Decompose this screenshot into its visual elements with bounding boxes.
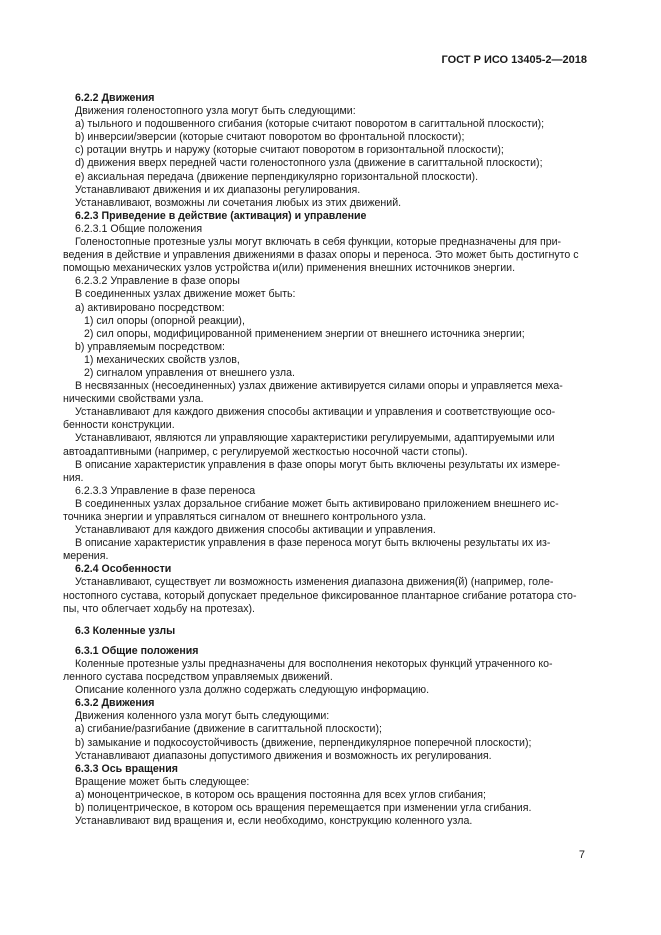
text-line: Вращение может быть следующее: <box>75 775 250 788</box>
text-line: а) тыльного и подошвенного сгибания (которые считают поворотом в сагиттальной плоскости); <box>75 118 545 131</box>
document-body <box>63 92 585 828</box>
text-line: 1) механических свойств узлов, <box>84 353 240 366</box>
text-line: В описание характеристик управления в фазе переноса могут быть включены результаты их из- <box>75 537 551 550</box>
text-line: b) полицентрическое, в котором ось вращения перемещается при изменении угла сгибания. <box>75 801 532 814</box>
text-line: Описание коленного узла должно содержать следующую информацию. <box>75 684 430 697</box>
text-line: В несвязанных (несоединенных) узлах движение активируется силами опоры и управляется меха- <box>75 380 563 393</box>
text-line: Коленные протезные узлы предназначены для восполнения некоторых функций утраченного ко- <box>75 657 553 670</box>
section-heading: 6.2.4 Особенности <box>75 563 172 576</box>
text-line: c) ротации внутрь и наружу (которые считают поворотом в горизонтальной плоскости); <box>75 144 504 157</box>
text-line: b) инверсии/эверсии (которые считают поворотом во фронтальной плоскости); <box>75 131 465 144</box>
text-line: пы, что облегчает ходьбу на протезах). <box>63 602 255 615</box>
text-line: ническими свойствами узла. <box>63 393 204 406</box>
text-line: ведения в действие и управления движениями в фазах опоры и переноса. Это может быть достигнуто с <box>63 249 579 262</box>
text-line: 1) сил опоры (опорной реакции), <box>84 314 245 327</box>
text-line: Устанавливают, существует ли возможность изменения диапазона движения(й) (например, голе- <box>75 576 554 589</box>
text-line: а) моноцентрическое, в котором ось вращения постоянна для всех углов сгибания; <box>75 788 486 801</box>
text-line: 6.2.3.2 Управление в фазе опоры <box>75 275 240 288</box>
text-line: e) аксиальная передача (движение перпендикулярно горизонтальной плоскости). <box>75 170 479 183</box>
text-line: ния. <box>63 471 84 484</box>
standard-designation: ГОСТ Р ИСО 13405-2—2018 <box>441 54 587 66</box>
text-line: Голеностопные протезные узлы могут включать в себя функции, которые предназначены для при- <box>75 236 562 249</box>
text-line: Устанавливают движения и их диапазоны регулирования. <box>75 183 361 196</box>
text-line: а) активировано посредством: <box>75 301 225 314</box>
text-line: Движения голеностопного узла могут быть следующими: <box>75 105 356 118</box>
text-line: ленного сустава посредством управляемых движений. <box>63 671 333 684</box>
text-line: 2) сил опоры, модифицированной применением энергии от внешнего источника энергии; <box>84 327 525 340</box>
text-line: b) управляемым посредством: <box>75 340 225 353</box>
text-line: автоадаптивными (например, с регулируемой жесткостью носочной части стопы). <box>63 445 468 458</box>
text-line: Движения коленного узла могут быть следующими: <box>75 710 330 723</box>
section-heading: 6.3.1 Общие положения <box>75 644 199 657</box>
section-heading: 6.2.3 Приведение в действие (активация) и управление <box>75 209 367 222</box>
text-line: В соединенных узлах дорзальное сгибание может быть активировано приложением внешнего ис- <box>75 497 559 510</box>
text-line: 6.2.3.3 Управление в фазе переноса <box>75 484 256 497</box>
section-heading: 6.3 Коленные узлы <box>75 624 176 637</box>
text-line: 6.2.3.1 Общие положения <box>75 222 203 235</box>
section-heading: 6.3.2 Движения <box>75 697 155 710</box>
text-line: d) движения вверх передней части голеностопного узла (движение в сагиттальной плоскости); <box>75 157 543 170</box>
text-line: Устанавливают для каждого движения способы активации и управления и соответствующие осо- <box>75 406 556 419</box>
text-line: а) сгибание/разгибание (движение в сагиттальной плоскости); <box>75 723 382 736</box>
text-line: Устанавливают, возможны ли сочетания любых из этих движений. <box>75 196 402 209</box>
text-line: Устанавливают, являются ли управляющие характеристики регулируемыми, адаптируемыми или <box>75 432 555 445</box>
text-line: точника энергии и управляться сигналом от внешнего контрольного узла. <box>63 511 427 523</box>
text-line: Устанавливают для каждого движения способы активации и управления. <box>75 524 436 537</box>
text-line: Устанавливают диапазоны допустимого движения и возможность их регулирования. <box>75 749 492 762</box>
text-line: ностопного сустава, который допускает предельное фиксированное плантарное сгибание ротатора сто- <box>63 589 577 602</box>
text-line: В описание характеристик управления в фазе опоры могут быть включены результаты их измере- <box>75 458 561 471</box>
text-line: помощью механических узлов устройства и(или) применения внешних источников энергии. <box>63 262 516 275</box>
page-number: 7 <box>578 849 585 861</box>
section-heading: 6.3.3 Ось вращения <box>75 762 178 775</box>
text-line: b) замыкание и подкосоустойчивость (движение, перпендикулярное поперечной плоскости); <box>75 736 532 749</box>
text-line: бенности конструкции. <box>63 419 175 432</box>
text-line: мерения. <box>63 550 109 563</box>
text-line: Устанавливают вид вращения и, если необходимо, конструкцию коленного узла. <box>75 815 473 828</box>
text-line: В соединенных узлах движение может быть: <box>75 288 296 301</box>
section-heading: 6.2.2 Движения <box>75 92 155 104</box>
text-line: 2) сигналом управления от внешнего узла. <box>84 366 295 379</box>
